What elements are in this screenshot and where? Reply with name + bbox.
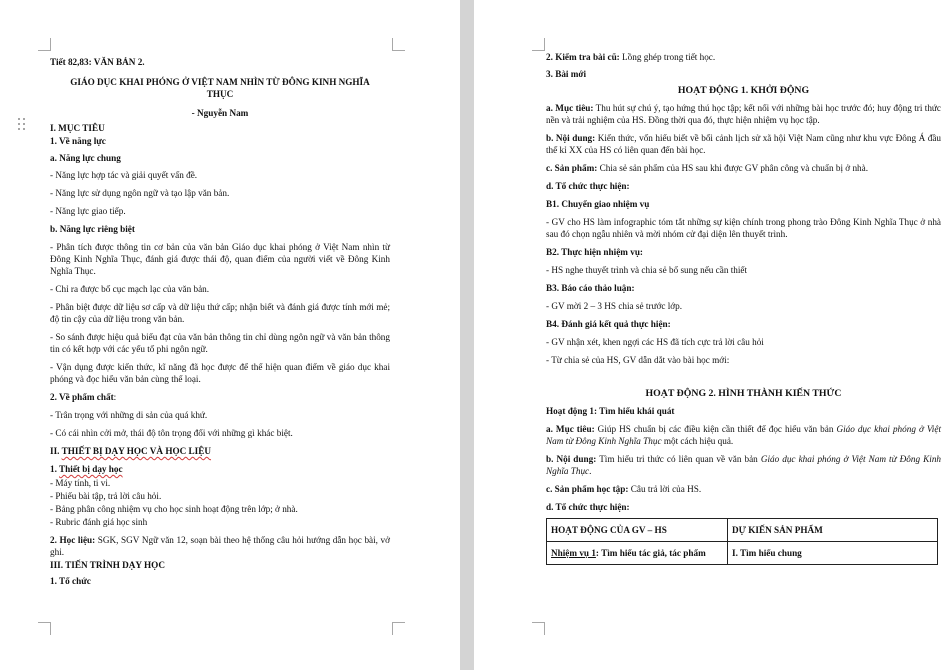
left-page-content[interactable] [50, 56, 390, 593]
heading-b2: B2. Thực hiện nhiệm vụ: [546, 247, 643, 257]
hoc-lieu-text: SGK, SGV Ngữ văn 12, soạn bài theo hệ thống câu hỏi hướng dẫn học bài, vở ghi. [50, 535, 390, 557]
list-item: - So sánh được hiệu quả biểu đạt của văn bản thông tin chỉ dùng ngôn ngữ và văn bản thông tin có kết hợp với các yếu tố phi ngôn ngữ. [50, 332, 390, 354]
table-header-cell[interactable]: DỰ KIẾN SẢN PHẨM [728, 519, 938, 542]
list-item: - Phân tích được thông tin cơ bản của văn bản Giáo dục khai phóng ở Việt Nam nhìn từ Đông Kinh Nghĩa Thục, đánh giá được thái độ, quan điểm của người viết về Đông Kinh Nghĩa Thục. [50, 242, 390, 276]
lesson-header: Tiết 82,83: VĂN BẢN 2. [50, 57, 145, 67]
list-item: - Vận dụng được kiến thức, kĩ năng đã học được để thể hiện quan điểm về giáo dục khai phóng và đọc hiểu văn bản cùng thể loại. [50, 362, 390, 384]
san-pham-label: c. Sản phẩm: [546, 163, 598, 173]
muc-tieu-2-text: Giúp HS chuẩn bị các điều kiện cần thiết để đọc hiểu văn bản [594, 424, 837, 434]
author: - Nguyễn Nam [191, 108, 249, 118]
table-header-cell[interactable]: HOẠT ĐỘNG CỦA GV – HS [547, 519, 728, 542]
activity-table[interactable] [546, 518, 938, 565]
kiem-tra-bai-cu-label: 2. Kiểm tra bài cũ: [546, 52, 620, 62]
heading-b1: B1. Chuyển giao nhiệm vụ [546, 199, 650, 209]
document-page-left [0, 0, 460, 670]
noi-dung-2-title: Giáo dục khai phóng ở Việt Nam từ Đông Kinh Nghĩa Thục [546, 454, 942, 476]
muc-tieu-2-tail: một cách hiệu quả. [661, 436, 734, 446]
b1-text: - GV cho HS làm infographic tóm tắt những sự kiện chính trong phong trào Đông Kinh Nghĩa Thục ở nhà sau đó chọn ngẫu nhiên và mời nhóm cử đại diện lên thuyết trình. [546, 217, 941, 239]
crop-mark [532, 38, 545, 51]
heading-prefix: 1. [50, 464, 60, 474]
noi-dung-label: b. Nội dung: [546, 133, 596, 143]
table-cell-task: Nhiệm vụ 1 [551, 548, 596, 558]
noi-dung-2 [546, 453, 941, 477]
heading-to-chuc-thuc-hien-2: d. Tổ chức thực hiện: [546, 502, 630, 512]
lesson-title: GIÁO DỤC KHAI PHÓNG Ở VIỆT NAM NHÌN TỪ ĐÔNG KINH NGHĨA [70, 77, 370, 87]
kiem-tra-bai-cu [546, 51, 941, 63]
noi-dung [546, 132, 941, 156]
muc-tieu-2-label: a. Mục tiêu: [546, 424, 595, 434]
noi-dung-text: Kiến thức, vốn hiểu biết về bối cảnh lịch sử xã hội Việt Nam cũng như khu vực Đông Á đầu thế kỉ XX của HS có liên quan đến bài học. [546, 133, 941, 155]
kiem-tra-bai-cu-text: Lồng ghép trong tiết học. [619, 52, 716, 62]
heading-bai-moi: 3. Bài mới [546, 69, 587, 79]
heading-thiet-bi [50, 445, 390, 457]
muc-tieu [546, 102, 941, 126]
list-item: - Rubric đánh giá học sinh [50, 517, 148, 527]
muc-tieu-label: a. Mục tiêu: [546, 103, 594, 113]
muc-tieu-2-title: Giáo dục khai phóng ở Việt Nam từ Đông Kinh Nghĩa Thục [546, 424, 941, 446]
b4-text: - GV nhận xét, khen ngợi các HS đã tích cực trả lời câu hỏi [546, 337, 764, 347]
hoc-lieu-label: 2. Học liệu: [50, 535, 96, 545]
list-item: - Có cái nhìn cởi mở, thái độ tôn trọng đối với những gì khác biệt. [50, 428, 293, 438]
b4-text: - Từ chia sẻ của HS, GV dẫn dắt vào bài học mới: [546, 355, 730, 365]
table-cell[interactable] [547, 542, 728, 565]
list-item: - Phiếu bài tập, trả lời câu hỏi. [50, 491, 162, 501]
noi-dung-2-label: b. Nội dung: [546, 454, 597, 464]
b3-text: - GV mời 2 – 3 HS chia sẻ trước lớp. [546, 301, 682, 311]
list-item: - Trân trọng với những di sản của quá khứ. [50, 410, 208, 420]
noi-dung-2-text: Tìm hiểu tri thức có liên quan về văn bản [596, 454, 761, 464]
table-cell[interactable]: I. Tìm hiểu chung [728, 542, 938, 565]
heading-hoat-dong-2: HOẠT ĐỘNG 2. HÌNH THÀNH KIẾN THỨC [645, 388, 842, 399]
list-item: - Chỉ ra được bố cục mạch lạc của văn bản. [50, 284, 210, 294]
crop-mark [38, 38, 51, 51]
heading-pham-chat [50, 391, 390, 403]
crop-mark [38, 622, 51, 635]
list-item: - Phân biệt được dữ liệu sơ cấp và dữ liệu thứ cấp; nhận biết và đánh giá được tính mới mẻ; độ tin cậy của dữ liệu trong văn bản. [50, 302, 390, 324]
table-row [547, 542, 938, 565]
crop-mark [532, 622, 545, 635]
heading-muc-tieu: I. MỤC TIÊU [50, 123, 105, 133]
heading-to-chuc: 1. Tổ chức [50, 576, 91, 586]
drag-handle-icon[interactable] [18, 118, 28, 132]
list-item: - Năng lực sử dụng ngôn ngữ và tạo lập văn bản. [50, 188, 230, 198]
san-pham-2-label: c. Sản phẩm học tập: [546, 484, 629, 494]
heading-b4: B4. Đánh giá kết quả thực hiện: [546, 319, 671, 329]
hoc-lieu [50, 534, 390, 558]
san-pham-2 [546, 483, 941, 495]
heading-tien-trinh: III. TIẾN TRÌNH DẠY HỌC [50, 560, 165, 570]
lesson-title-cont: THỤC [206, 89, 234, 99]
right-page-content[interactable] [546, 51, 941, 565]
heading-nang-luc: 1. Về năng lực [50, 136, 106, 146]
heading-thiet-bi-text: THIẾT BỊ DẠY HỌC VÀ HỌC LIỆU [61, 446, 212, 456]
list-item: - Bảng phân công nhiệm vụ cho học sinh hoạt động trên lớp; ở nhà. [50, 504, 298, 514]
b2-text: - HS nghe thuyết trình và chia sẻ bổ sung nếu cần thiết [546, 265, 748, 275]
table-header-row [547, 519, 938, 542]
noi-dung-2-tail: . [589, 466, 592, 476]
heading-to-chuc-thuc-hien: d. Tổ chức thực hiện: [546, 181, 630, 191]
heading-thiet-bi-day-hoc-text: Thiết bị dạy học [59, 464, 123, 474]
table-cell-task-tail: : Tìm hiểu tác giả, tác phẩm [595, 548, 706, 558]
heading-nang-luc-chung: a. Năng lực chung [50, 153, 121, 163]
san-pham [546, 162, 941, 174]
page-gap [460, 0, 474, 670]
list-item: - Máy tính, ti vi. [50, 478, 111, 488]
crop-mark [392, 622, 405, 635]
colon: : [113, 392, 117, 402]
document-page-right [474, 0, 952, 670]
crop-mark [392, 38, 405, 51]
heading-hoat-dong-1: HOẠT ĐỘNG 1. KHỞI ĐỘNG [677, 85, 810, 96]
heading-prefix: II. [50, 446, 62, 456]
heading-tim-hieu-khai-quat: Hoạt động 1: Tìm hiểu khái quát [546, 406, 675, 416]
san-pham-2-text: Câu trả lời của HS. [628, 484, 702, 494]
heading-nang-luc-rieng: b. Năng lực riêng biệt [50, 224, 135, 234]
heading-b3: B3. Báo cáo thảo luận: [546, 283, 635, 293]
san-pham-text: Chia sẻ sản phẩm của HS sau khi được GV phân công và chuẩn bị ở nhà. [597, 163, 869, 173]
muc-tieu-2 [546, 423, 941, 447]
list-item: - Năng lực giao tiếp. [50, 206, 126, 216]
muc-tieu-text: Thu hút sự chú ý, tạo hứng thú học tập; kết nối với những bài học trước đó; huy động tri thức nền và trải nghiệm của HS. Đồng thời qua đó, thực hiện nhiệm vụ học tập. [546, 103, 941, 125]
heading-pham-chat-label: 2. Về phẩm chất [50, 392, 114, 402]
list-item: - Năng lực hợp tác và giải quyết vấn đề. [50, 170, 198, 180]
heading-thiet-bi-day-hoc [50, 463, 390, 475]
